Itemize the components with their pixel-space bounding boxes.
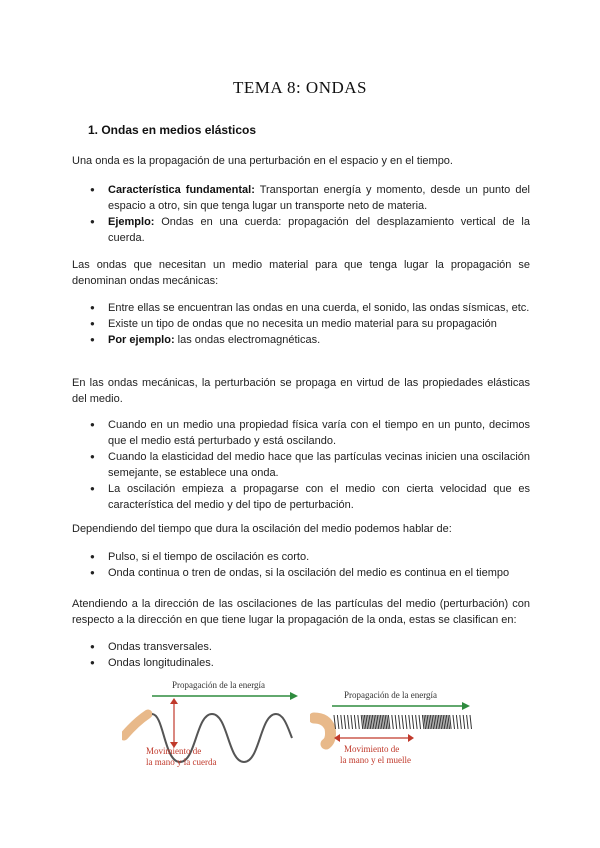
spring-coils: [334, 715, 472, 729]
list-characteristics: [88, 182, 530, 246]
paragraph-classification: Atendiendo a la dirección de las oscilaciones de las partículas del medio (perturbación) con respecto a la dirección en que tiene lugar la propagación de la onda, estas se clasifican en:: [72, 598, 530, 626]
spring-coil: [399, 715, 401, 729]
list-item: ● Ondas longitudinales.: [88, 655, 530, 671]
list-item: ● Onda continua o tren de ondas, si la oscilación del medio es continua en el tiempo: [88, 565, 530, 581]
energy-label: Propagación de la energía: [344, 690, 438, 700]
spring-coil: [371, 715, 373, 729]
spring-coil: [364, 715, 366, 729]
list-item: ● Entre ellas se encuentran las ondas en una cuerda, el sonido, las ondas sísmicas, etc.: [88, 300, 530, 316]
spring-coil: [432, 715, 434, 729]
spring-coil: [380, 715, 382, 729]
spring-coil: [392, 715, 394, 729]
spring-coil: [395, 715, 397, 729]
section-heading: 1. Ondas en medios elásticos: [88, 123, 257, 137]
spring-coil: [388, 715, 390, 729]
spring-coil: [438, 715, 440, 729]
spring-coil: [369, 715, 371, 729]
paragraph-duration: Dependiendo del tiempo que dura la oscilación del medio podemos hablar de:: [72, 523, 452, 535]
spring-coil: [368, 715, 370, 729]
spring-coil: [422, 715, 424, 729]
spring-coil: [427, 715, 429, 729]
spring-coil: [470, 715, 472, 729]
paragraph-elastic: En las ondas mecánicas, la perturbación se propaga en virtud de las propiedades elásticas del medio.: [72, 377, 530, 405]
list-item: ● Cuando la elasticidad del medio hace que las partículas vecinas inicien una oscilación semejante, se establece una onda.: [88, 449, 530, 481]
spring-coil: [412, 715, 414, 729]
spring-coil: [351, 715, 353, 729]
list-item: ● Ondas transversales.: [88, 639, 530, 655]
list-item: ● Por ejemplo: las ondas electromagnéticas.: [88, 332, 530, 348]
movement-label-line2: la mano y el muelle: [340, 755, 411, 765]
spring-coil: [448, 715, 450, 729]
spring-coil: [442, 715, 444, 729]
spring-coil: [440, 715, 442, 729]
list-mechanical: [88, 300, 530, 348]
paragraph-mechanical: Las ondas que necesitan un medio material para que tenga lugar la propagación se denominan ondas mecánicas:: [72, 259, 530, 287]
list-item: ● Ejemplo: Ondas en una cuerda: propagación del desplazamiento vertical de la cuerda.: [88, 214, 530, 246]
spring-coil: [379, 715, 381, 729]
list-duration: [88, 549, 530, 581]
spring-coil: [460, 715, 462, 729]
spring-coil: [402, 715, 404, 729]
spring-coil: [437, 715, 439, 729]
spring-coil: [374, 715, 376, 729]
spring-coil: [377, 715, 379, 729]
spring-coil: [456, 715, 458, 729]
spring-coil: [445, 715, 447, 729]
spring-coil: [344, 715, 346, 729]
spring-coil: [405, 715, 407, 729]
spring-coil: [450, 715, 452, 729]
spring-coil: [363, 715, 365, 729]
spring-coil: [337, 715, 339, 729]
spring-coil: [348, 715, 350, 729]
figure-transverse-wave: [122, 674, 302, 774]
spring-coil: [453, 715, 455, 729]
spring-coil: [430, 715, 432, 729]
spring-coil: [426, 715, 428, 729]
movement-label-line1: Movimiento de: [146, 746, 202, 756]
spring-coil: [366, 715, 368, 729]
list-wave-types: [88, 639, 530, 671]
list-item: ● Característica fundamental: Transportan energía y momento, desde un punto del espacio a otro, sin que tenga lugar un transporte neto de materia.: [88, 182, 530, 214]
energy-label: Propagación de la energía: [172, 680, 266, 690]
paragraph-definition: Una onda es la propagación de una perturbación en el espacio y en el tiempo.: [72, 155, 453, 167]
list-item: ● Existe un tipo de ondas que no necesita un medio material para su propagación: [88, 316, 530, 332]
movement-label-line1: Movimiento de: [344, 744, 400, 754]
figure-longitudinal-wave: [310, 674, 475, 774]
list-item: ● Pulso, si el tiempo de oscilación es corto.: [88, 549, 530, 565]
spring-coil: [467, 715, 469, 729]
energy-arrow-head: [290, 692, 298, 700]
spring-coil: [429, 715, 431, 729]
hand-icon: [314, 718, 331, 744]
hand-icon: [124, 714, 148, 736]
spring-coil: [409, 715, 411, 729]
spring-coil: [384, 715, 386, 729]
spring-coil: [372, 715, 374, 729]
spring-coil: [341, 715, 343, 729]
list-item: ● Cuando en un medio una propiedad física varía con el tiempo en un punto, decimos que el medio está perturbado y está oscilando.: [88, 417, 530, 449]
list-item: ● La oscilación empieza a propagarse con el medio con cierta velocidad que es característica del medio y del tipo de perturbación.: [88, 481, 530, 513]
movement-label-line2: la mano y la cuerda: [146, 757, 217, 767]
spring-coil: [416, 715, 418, 729]
spring-coil: [443, 715, 445, 729]
list-oscillation: [88, 417, 530, 513]
spring-coil: [354, 715, 356, 729]
spring-coil: [424, 715, 426, 729]
spring-coil: [376, 715, 378, 729]
spring-coil: [463, 715, 465, 729]
page-title: TEMA 8: ONDAS: [232, 78, 367, 97]
spring-coil: [419, 715, 421, 729]
spring-coil: [385, 715, 387, 729]
spring-coil: [387, 715, 389, 729]
spring-coil: [446, 715, 448, 729]
spring-coil: [435, 715, 437, 729]
spring-coil: [361, 715, 363, 729]
spring-coil: [382, 715, 384, 729]
spring-coil: [358, 715, 360, 729]
spring-coil: [434, 715, 436, 729]
